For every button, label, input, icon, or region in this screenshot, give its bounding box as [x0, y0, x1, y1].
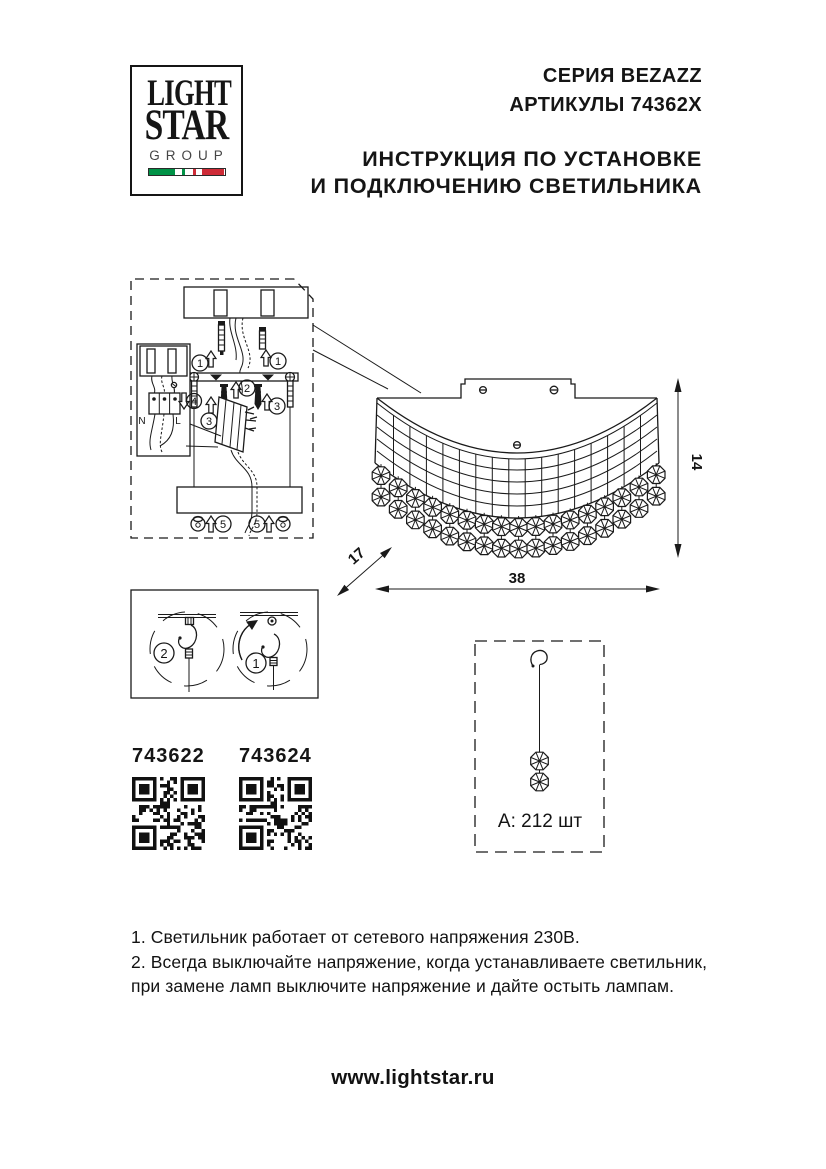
- step-marker-1: [270, 353, 286, 369]
- step-marker-1: [246, 653, 266, 673]
- instruction-title-line2: И ПОДКЛЮЧЕНИЮ СВЕТИЛЬНИКА: [310, 174, 702, 198]
- safety-notes: [131, 925, 707, 999]
- svg-text:1: 1: [274, 356, 282, 368]
- step-marker-3: [201, 413, 217, 429]
- hook: [179, 625, 197, 648]
- crystal-parts-box: [475, 641, 604, 852]
- note-line: при замене ламп выключите напряжение и дайте остыть лампам.: [131, 976, 675, 996]
- series-title: СЕРИЯ BEZAZZ: [542, 65, 702, 87]
- cap-nut: [191, 517, 205, 532]
- product-variant: [132, 745, 205, 850]
- terminal-n-label: N: [138, 416, 146, 427]
- wall-plug: [218, 321, 225, 355]
- svg-text:38: 38: [508, 570, 526, 587]
- step-marker-2: [239, 380, 255, 396]
- crystal-count-label: А: 212 шт: [497, 811, 583, 832]
- terminal-l-label: L: [175, 416, 181, 427]
- website-url: www.lightstar.ru: [331, 1066, 495, 1089]
- cap-nut: [276, 517, 290, 532]
- callout-line: [313, 325, 421, 393]
- step-marker-5: [249, 516, 265, 532]
- product-variant: [239, 745, 312, 850]
- instruction-title-line1: ИНСТРУКЦИЯ ПО УСТАНОВКЕ: [362, 147, 702, 171]
- svg-text:5: 5: [253, 519, 261, 531]
- step-marker-2: [154, 643, 174, 663]
- svg-text:1: 1: [196, 358, 204, 370]
- step-marker-3: [269, 398, 285, 414]
- note-line: 1. Светильник работает от сетевого напряжения 230В.: [131, 927, 580, 947]
- dimension-width: [375, 570, 660, 593]
- svg-text:17: 17: [344, 544, 369, 569]
- hook: [262, 634, 280, 657]
- svg-text:2: 2: [160, 646, 168, 661]
- logo-text-light: LIGHT: [147, 73, 232, 114]
- svg-text:14: 14: [688, 453, 705, 471]
- hook: [531, 650, 547, 666]
- qr-code: [239, 777, 312, 850]
- terminal-block: [215, 397, 257, 452]
- svg-text:5: 5: [219, 519, 227, 531]
- qr-code: [132, 777, 205, 850]
- wall-plug: [259, 327, 266, 349]
- svg-text:4: 4: [190, 396, 198, 408]
- articles-title: АРТИКУЛЫ 74362X: [509, 94, 702, 116]
- logo-text-group: GROUP: [149, 148, 229, 163]
- product-code: 743624: [239, 745, 312, 767]
- svg-text:1: 1: [252, 656, 260, 671]
- callout-line: [186, 446, 218, 447]
- step-marker-1: [192, 355, 208, 371]
- ceiling-hatch: [184, 287, 308, 318]
- svg-text:3: 3: [205, 416, 213, 428]
- wall-plate: [377, 379, 657, 398]
- lamp-drawing: [337, 378, 705, 596]
- step-marker-5: [215, 516, 231, 532]
- mounting-bar: [186, 373, 298, 381]
- logo-text-star: STAR: [144, 102, 229, 149]
- product-code: 743622: [132, 745, 205, 767]
- dimension-height: [675, 378, 706, 558]
- callout-line: [313, 350, 388, 389]
- svg-text:2: 2: [243, 383, 251, 395]
- canopy-plate: [177, 487, 302, 513]
- note-line: 2. Всегда выключайте напряжение, когда устанавливаете светильник,: [131, 951, 708, 972]
- svg-text:3: 3: [273, 401, 281, 413]
- hook-steps-diagram: [131, 590, 318, 698]
